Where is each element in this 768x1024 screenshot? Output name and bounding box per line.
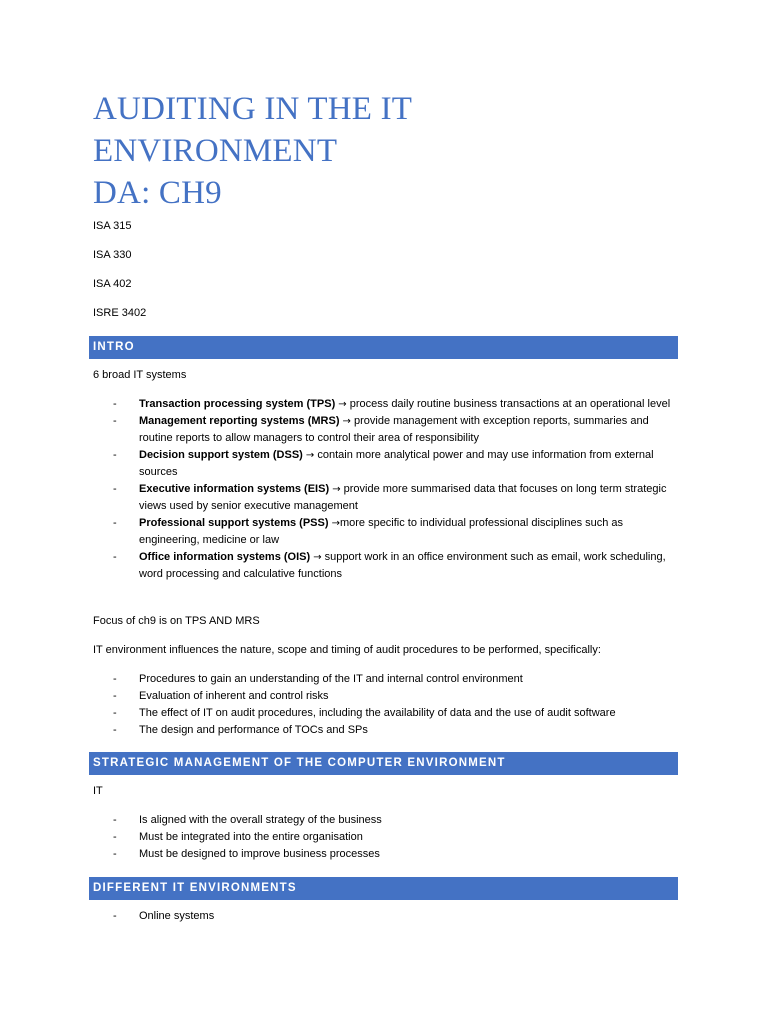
list-item-text: Is aligned with the overall strategy of the business (139, 814, 382, 826)
system-name: Transaction processing system (TPS) (139, 398, 336, 410)
bullet-dash: - (113, 831, 117, 843)
list-item-text: Evaluation of inherent and control risks (139, 690, 329, 702)
procedures-list (113, 671, 678, 739)
system-desc: provide management with exception reports, summaries and routine reports to allow managers to control their area of responsibility (139, 415, 649, 444)
list-item (113, 846, 678, 863)
standard-ref: ISA 315 (93, 220, 132, 232)
arrow-icon: → (305, 450, 315, 461)
intro-lead: 6 broad IT systems (93, 369, 187, 381)
arrow-icon: → (338, 399, 347, 410)
bullet-dash: - (113, 551, 117, 563)
system-name: Executive information systems (EIS) (139, 483, 330, 495)
system-desc: provide more summarised data that focuses on long term strategic views used by senior executive management (139, 483, 667, 512)
list-item-text: Must be integrated into the entire organisation (139, 831, 363, 843)
list-item-text: The effect of IT on audit procedures, including the availability of data and the use of audit software (139, 707, 616, 719)
list-item (113, 481, 678, 515)
list-item (113, 829, 678, 846)
bullet-dash: - (113, 673, 117, 685)
bullet-dash: - (113, 814, 117, 826)
section-heading-intro: INTRO (89, 336, 678, 359)
list-item (113, 515, 678, 549)
list-item-text: Procedures to gain an understanding of the IT and internal control environment (139, 673, 523, 685)
bullet-dash: - (113, 707, 117, 719)
arrow-icon: → (342, 416, 351, 427)
influence-note: IT environment influences the nature, scope and timing of audit procedures to be performed, specifically: (93, 644, 601, 656)
list-item (113, 908, 678, 925)
environments-list (113, 908, 678, 925)
bullet-dash: - (113, 398, 117, 410)
list-item (113, 722, 678, 739)
standard-ref: ISRE 3402 (93, 307, 147, 319)
system-desc: process daily routine business transactions at an operational level (346, 398, 671, 410)
title-line-2: ENVIRONMENT (93, 133, 338, 169)
system-desc: more specific to individual professional disciplines such as engineering, medicine or law (139, 517, 624, 546)
list-item-text: The design and performance of TOCs and SPs (139, 724, 368, 736)
system-name: Decision support system (DSS) (139, 449, 303, 461)
bullet-dash: - (113, 415, 117, 427)
bullet-dash: - (113, 848, 117, 860)
bullet-dash: - (113, 449, 117, 461)
list-item (113, 447, 678, 481)
bullet-dash: - (113, 724, 117, 736)
bullet-dash: - (113, 910, 117, 922)
arrow-icon: → (313, 552, 322, 563)
strategic-list (113, 812, 678, 863)
bullet-dash: - (113, 690, 117, 702)
document-title (93, 88, 412, 214)
bullet-dash: - (113, 483, 117, 495)
title-line-1: AUDITING IN THE IT (93, 91, 413, 127)
list-item (113, 413, 678, 447)
system-desc: support work in an office environment such as email, work scheduling, word processing and calculative functions (139, 551, 666, 580)
system-name: Professional support systems (PSS) (139, 517, 329, 529)
list-item (113, 705, 678, 722)
it-systems-list (113, 396, 678, 583)
strategic-lead: IT (93, 785, 103, 797)
arrow-icon: → (331, 518, 340, 529)
list-item-text: Must be designed to improve business processes (139, 848, 380, 860)
list-item (113, 671, 678, 688)
system-desc: contain more analytical power and may use information from external sources (139, 449, 654, 478)
list-item (113, 396, 678, 413)
focus-note: Focus of ch9 is on TPS AND MRS (93, 615, 260, 627)
arrow-icon: → (332, 484, 341, 495)
list-item (113, 812, 678, 829)
list-item (113, 688, 678, 705)
standard-ref: ISA 330 (93, 249, 132, 261)
system-name: Office information systems (OIS) (139, 551, 311, 563)
section-heading-different: DIFFERENT IT ENVIRONMENTS (89, 877, 678, 900)
bullet-dash: - (113, 517, 117, 529)
list-item (113, 549, 678, 583)
list-item-text: Online systems (139, 910, 215, 922)
standard-ref: ISA 402 (93, 278, 132, 290)
section-heading-strategic: STRATEGIC MANAGEMENT OF THE COMPUTER ENVIRONMENT (89, 752, 678, 775)
system-name: Management reporting systems (MRS) (139, 415, 340, 427)
title-line-3: DA: CH9 (93, 175, 222, 211)
